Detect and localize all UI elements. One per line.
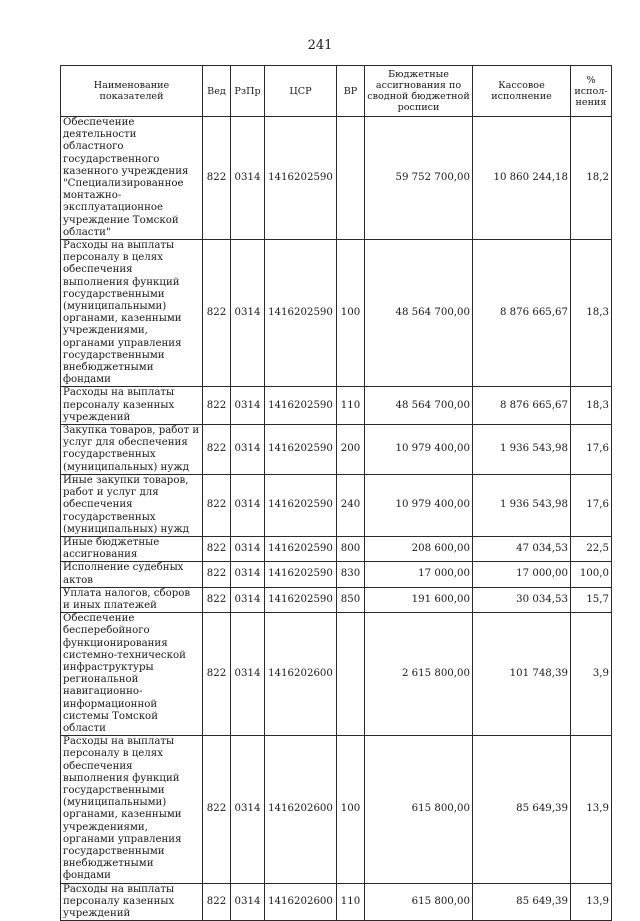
cell-ved: 822 [203, 240, 231, 387]
table-header [61, 66, 612, 117]
cell-vr: 240 [337, 474, 365, 536]
budget-execution-table [60, 65, 612, 921]
column-header-name: Наименование показателей [61, 66, 203, 117]
table-row [61, 613, 612, 736]
cell-csr: 1416202600 [265, 883, 337, 921]
cell-vr [337, 613, 365, 736]
cell-percent: 3,9 [571, 613, 612, 736]
cell-ved: 822 [203, 117, 231, 240]
cell-rzpr: 0314 [231, 474, 265, 536]
cell-name: Расходы на выплаты персоналу в целях обеспечения выполнения функций государственными (муниципальными) органами, казенными учреждениями, органами управления государственными внебюджетными фондами [61, 736, 203, 883]
column-header-execution: Кассовое исполнение [473, 66, 571, 117]
cell-execution: 8 876 665,67 [473, 387, 571, 425]
column-header-csr: ЦСР [265, 66, 337, 117]
cell-execution: 10 860 244,18 [473, 117, 571, 240]
cell-name: Обеспечение бесперебойного функционирования системно-технической инфраструктуры региональной навигационно-информационной системы Томской области [61, 613, 203, 736]
cell-vr: 100 [337, 736, 365, 883]
cell-rzpr: 0314 [231, 425, 265, 475]
cell-assignments: 17 000,00 [365, 562, 473, 587]
column-header-vr: ВР [337, 66, 365, 117]
cell-percent: 22,5 [571, 536, 612, 561]
cell-csr: 1416202590 [265, 536, 337, 561]
column-header-ved: Вед [203, 66, 231, 117]
cell-percent: 13,9 [571, 736, 612, 883]
cell-ved: 822 [203, 474, 231, 536]
cell-name: Обеспечение деятельности областного государственного казенного учреждения "Специализированное монтажно-эксплуатационное учреждение Томской области" [61, 117, 203, 240]
table-row [61, 387, 612, 425]
cell-csr: 1416202590 [265, 474, 337, 536]
cell-assignments: 191 600,00 [365, 587, 473, 612]
cell-ved: 822 [203, 883, 231, 921]
cell-ved: 822 [203, 587, 231, 612]
table-row [61, 425, 612, 475]
page-number: 241 [307, 38, 333, 53]
cell-percent: 18,2 [571, 117, 612, 240]
table-row [61, 736, 612, 883]
cell-vr: 800 [337, 536, 365, 561]
cell-rzpr: 0314 [231, 536, 265, 561]
cell-execution: 1 936 543,98 [473, 425, 571, 475]
cell-ved: 822 [203, 736, 231, 883]
cell-name: Расходы на выплаты персоналу казенных учреждений [61, 387, 203, 425]
cell-execution: 8 876 665,67 [473, 240, 571, 387]
cell-ved: 822 [203, 562, 231, 587]
cell-execution: 1 936 543,98 [473, 474, 571, 536]
cell-ved: 822 [203, 536, 231, 561]
cell-percent: 100,0 [571, 562, 612, 587]
table-row [61, 240, 612, 387]
cell-csr: 1416202590 [265, 425, 337, 475]
table-row [61, 474, 612, 536]
cell-execution: 85 649,39 [473, 736, 571, 883]
table-body [61, 117, 612, 921]
cell-execution: 30 034,53 [473, 587, 571, 612]
cell-percent: 18,3 [571, 240, 612, 387]
cell-rzpr: 0314 [231, 736, 265, 883]
cell-percent: 13,9 [571, 883, 612, 921]
cell-vr [337, 117, 365, 240]
cell-csr: 1416202600 [265, 613, 337, 736]
cell-assignments: 615 800,00 [365, 883, 473, 921]
cell-assignments: 2 615 800,00 [365, 613, 473, 736]
cell-ved: 822 [203, 387, 231, 425]
column-header-assignments: Бюджетные ассигнования по сводной бюджетной росписи [365, 66, 473, 117]
cell-assignments: 615 800,00 [365, 736, 473, 883]
cell-rzpr: 0314 [231, 883, 265, 921]
cell-csr: 1416202590 [265, 240, 337, 387]
cell-csr: 1416202600 [265, 736, 337, 883]
cell-ved: 822 [203, 425, 231, 475]
cell-vr: 830 [337, 562, 365, 587]
cell-percent: 17,6 [571, 474, 612, 536]
cell-assignments: 48 564 700,00 [365, 240, 473, 387]
cell-assignments: 59 752 700,00 [365, 117, 473, 240]
cell-execution: 47 034,53 [473, 536, 571, 561]
table-row [61, 117, 612, 240]
column-header-rzpr: РзПр [231, 66, 265, 117]
cell-execution: 101 748,39 [473, 613, 571, 736]
cell-name: Иные бюджетные ассигнования [61, 536, 203, 561]
cell-vr: 110 [337, 883, 365, 921]
cell-rzpr: 0314 [231, 240, 265, 387]
table-row [61, 883, 612, 921]
cell-assignments: 48 564 700,00 [365, 387, 473, 425]
cell-vr: 850 [337, 587, 365, 612]
cell-execution: 17 000,00 [473, 562, 571, 587]
cell-percent: 18,3 [571, 387, 612, 425]
column-header-percent: % испол-нения [571, 66, 612, 117]
cell-ved: 822 [203, 613, 231, 736]
table-row [61, 536, 612, 561]
cell-execution: 85 649,39 [473, 883, 571, 921]
cell-name: Расходы на выплаты персоналу в целях обеспечения выполнения функций государственными (муниципальными) органами, казенными учреждениями, органами управления государственными внебюджетными фондами [61, 240, 203, 387]
cell-rzpr: 0314 [231, 387, 265, 425]
cell-csr: 1416202590 [265, 587, 337, 612]
cell-rzpr: 0314 [231, 117, 265, 240]
cell-vr: 100 [337, 240, 365, 387]
cell-rzpr: 0314 [231, 587, 265, 612]
cell-vr: 200 [337, 425, 365, 475]
cell-name: Закупка товаров, работ и услуг для обеспечения государственных (муниципальных) нужд [61, 425, 203, 475]
cell-name: Исполнение судебных актов [61, 562, 203, 587]
cell-rzpr: 0314 [231, 562, 265, 587]
cell-percent: 15,7 [571, 587, 612, 612]
cell-rzpr: 0314 [231, 613, 265, 736]
cell-assignments: 10 979 400,00 [365, 425, 473, 475]
cell-assignments: 10 979 400,00 [365, 474, 473, 536]
cell-name: Уплата налогов, сборов и иных платежей [61, 587, 203, 612]
cell-name: Иные закупки товаров, работ и услуг для обеспечения государственных (муниципальных) нужд [61, 474, 203, 536]
cell-csr: 1416202590 [265, 562, 337, 587]
cell-assignments: 208 600,00 [365, 536, 473, 561]
cell-vr: 110 [337, 387, 365, 425]
cell-csr: 1416202590 [265, 387, 337, 425]
cell-name: Расходы на выплаты персоналу казенных учреждений [61, 883, 203, 921]
table-row [61, 587, 612, 612]
table-row [61, 562, 612, 587]
cell-csr: 1416202590 [265, 117, 337, 240]
cell-percent: 17,6 [571, 425, 612, 475]
